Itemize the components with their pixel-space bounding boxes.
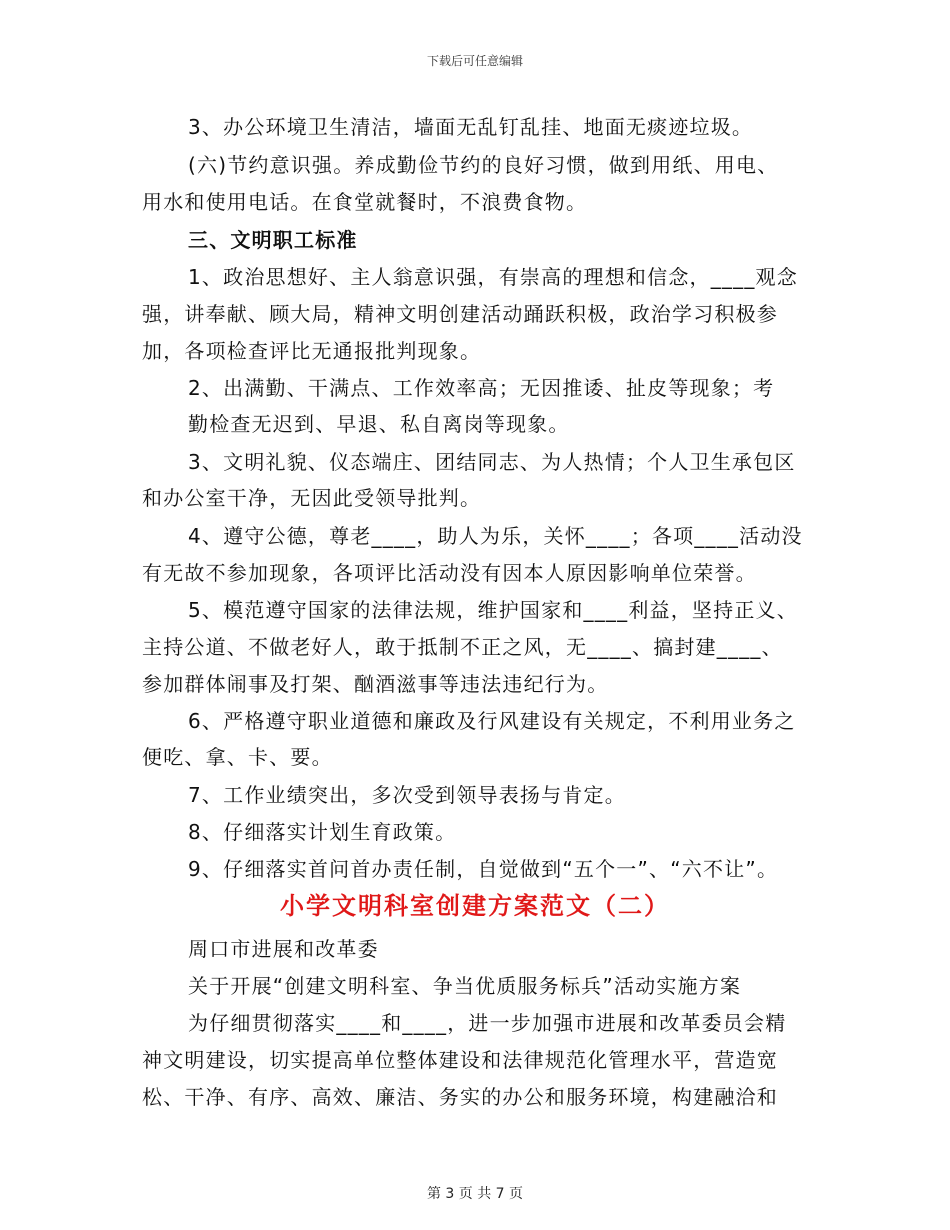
paragraph-line: 5、模范遵守国家的法律法规，维护国家和____利益，坚持正义、 <box>188 598 798 622</box>
paragraph-line: 和办公室干净，无因此受领导批判。 <box>142 486 482 510</box>
paragraph-line: 8、仔细落实计划生育政策。 <box>188 820 457 844</box>
paragraph-line: 7、工作业绩突出，多次受到领导表扬与肯定。 <box>188 783 626 807</box>
paragraph-line: 用水和使用电话。在食堂就餐时，不浪费食物。 <box>142 190 588 214</box>
paragraph-line: 勤检查无迟到、早退、私自离岗等现象。 <box>188 412 570 436</box>
paragraph-line: 3、办公环境卫生清洁，墙面无乱钉乱挂、地面无痰迹垃圾。 <box>188 115 754 139</box>
paragraph-line: 便吃、拿、卡、要。 <box>142 745 333 769</box>
section-heading: 三、文明职工标准 <box>188 228 358 252</box>
paragraph-line: 4、遵守公德，尊老____，助人为乐，关怀____；各项____活动没 <box>188 524 803 548</box>
paragraph-line: 参加群体闹事及打架、酗酒滋事等违法违纪行为。 <box>142 672 609 696</box>
paragraph-line: 6、严格遵守职业道德和廉政及行风建设有关规定，不利用业务之 <box>188 709 796 733</box>
paragraph-line: 9、仔细落实首问首办责任制，自觉做到“五个一”、“六不让”。 <box>188 857 779 881</box>
paragraph-line: 周口市进展和改革委 <box>188 937 379 961</box>
paragraph-line: 为仔细贯彻落实____和____，进一步加强市进展和改革委员会精 <box>188 1011 787 1035</box>
page-footer: 第 3 页 共 7 页 <box>426 1186 524 1202</box>
paragraph-line: 神文明建设，切实提高单位整体建设和法律规范化管理水平，营造宽 <box>142 1048 778 1072</box>
paragraph-line: 2、出满勤、干满点、工作效率高；无因推诿、扯皮等现象；考 <box>188 376 775 400</box>
paragraph-line: 加，各项检查评比无通报批判现象。 <box>142 339 482 363</box>
paragraph-line: 1、政治思想好、主人翁意识强，有崇高的理想和信念，____观念 <box>188 265 798 289</box>
paragraph-line: 关于开展“创建文明科室、争当优质服务标兵”活动实施方案 <box>188 974 742 998</box>
paragraph-line: 松、干净、有序、高效、廉洁、务实的办公和服务环境，构建融洽和 <box>142 1085 778 1109</box>
paragraph-line: 3、文明礼貌、仪态端庄、团结同志、为人热情；个人卫生承包区 <box>188 450 796 474</box>
paragraph-line: (六)节约意识强。养成勤俭节约的良好习惯，做到用纸、用电、 <box>188 153 779 177</box>
page-header: 下载后可任意编辑 <box>426 54 523 68</box>
paragraph-line: 有无故不参加现象，各项评比活动没有因本人原因影响单位荣誉。 <box>142 561 757 585</box>
document-title: 小学文明科室创建方案范文（二） <box>280 892 670 920</box>
paragraph-line: 主持公道、不做老好人，敢于抵制不正之风，无____、搞封建____、 <box>142 635 783 659</box>
paragraph-line: 强，讲奉献、顾大局，精神文明创建活动踊跃积极，政治学习积极参 <box>142 302 778 326</box>
